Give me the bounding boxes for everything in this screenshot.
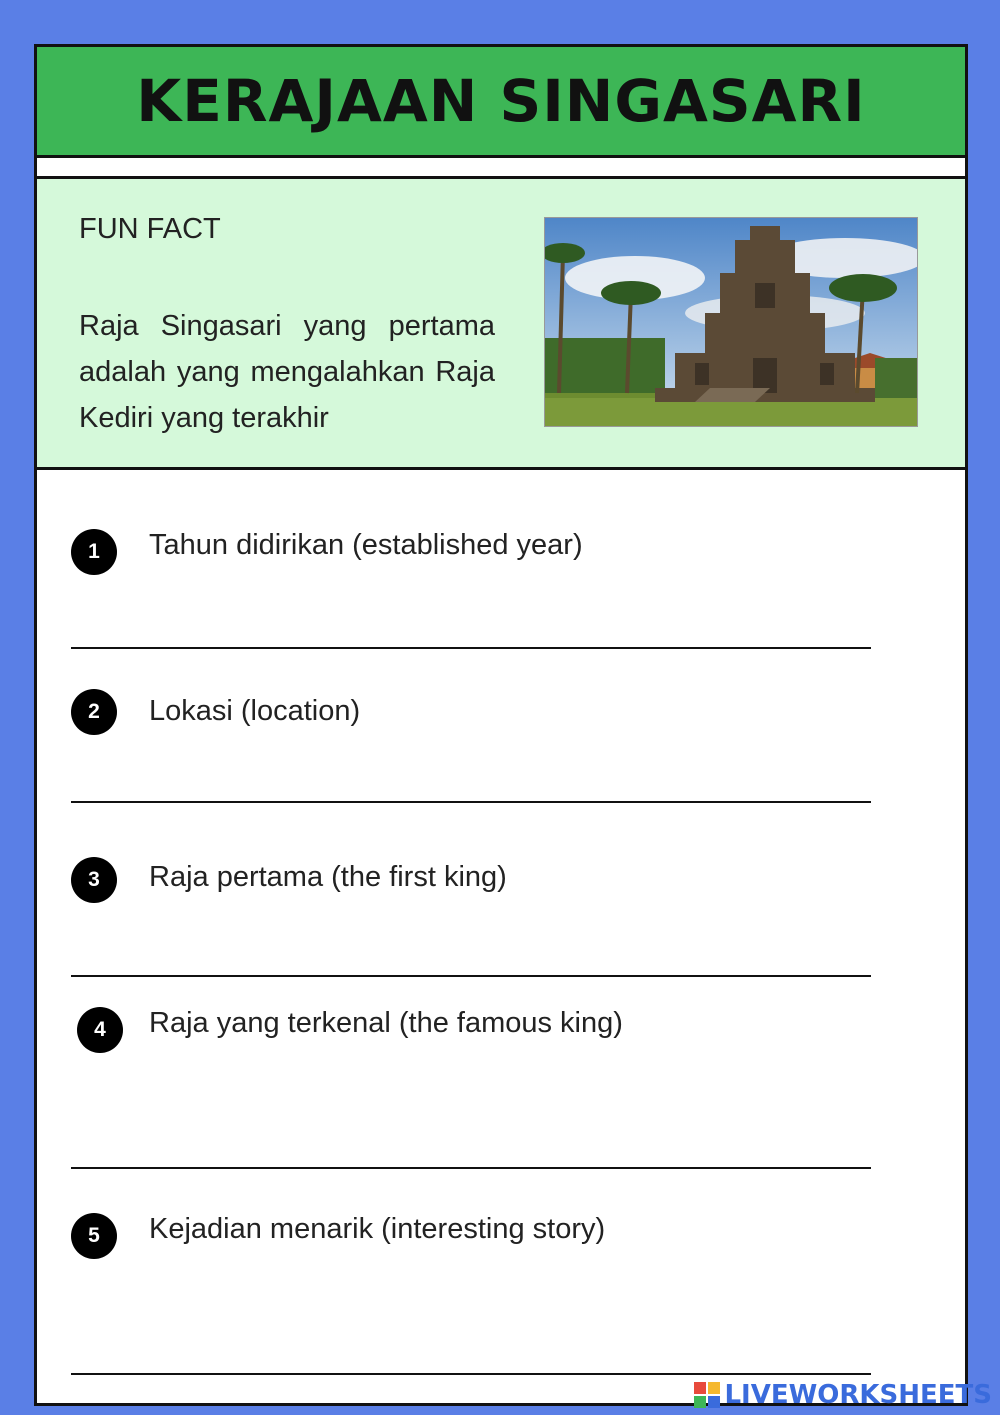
temple-photo [544,217,918,427]
fun-fact-text: Raja Singasari yang pertama adalah yang mengalahkan Raja Kediri yang terakhir [79,310,495,434]
liveworksheets-watermark [694,1380,992,1410]
question-text: Raja pertama (the first king) [149,861,507,893]
answer-line[interactable] [71,1167,871,1169]
question-text: Lokasi (location) [149,695,361,727]
fun-fact-heading: FUN FACT [79,213,221,245]
worksheet-page [34,44,968,1406]
question-text: Raja yang terkenal (the famous king) [149,1007,623,1039]
answer-line[interactable] [71,801,871,803]
title-banner [37,47,965,158]
question-number-badge: 3 [71,857,117,903]
question-number-badge: 5 [71,1213,117,1259]
answer-line[interactable] [71,1373,871,1375]
watermark-text: LIVEWORKSHEETS [724,1380,992,1410]
answer-line[interactable] [71,975,871,977]
question-number-badge: 2 [71,689,117,735]
page-title: KERAJAAN SINGASARI [136,67,866,135]
answer-line[interactable] [71,647,871,649]
liveworksheets-logo-icon [694,1382,720,1408]
question-text: Tahun didirikan (established year) [149,529,583,561]
question-text: Kejadian menarik (interesting story) [149,1213,606,1245]
question-number-badge: 1 [71,529,117,575]
fun-fact-box [37,176,965,470]
question-number-badge: 4 [77,1007,123,1053]
